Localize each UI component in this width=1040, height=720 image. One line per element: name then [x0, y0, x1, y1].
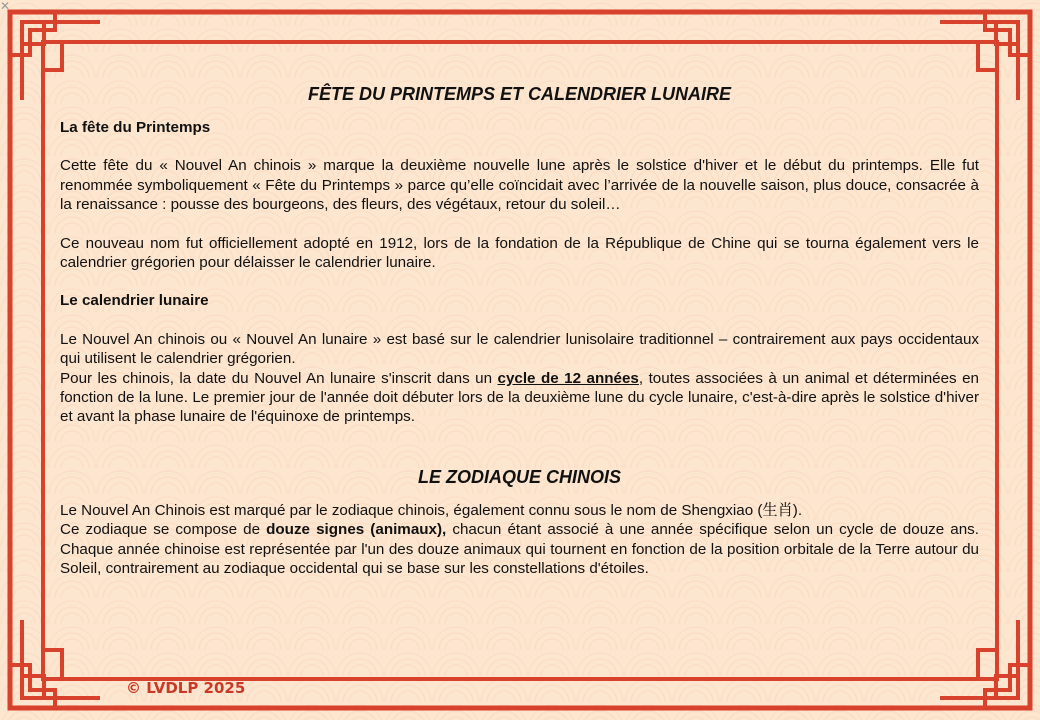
close-icon[interactable]: ✕: [0, 0, 11, 13]
paragraph-zodiaque-2-end: chacun étant associé à une année spécifique selon un cycle de douze ans. Chaque année chinoise est représentée par l'un des douze animaux qui tournent en fonction de la position orbitale de la Terre autour du Soleil, contrairement au zodiaque occidental qui se base sur les constellations d'étoiles.: [60, 521, 979, 578]
paragraph-fete-2: Ce nouveau nom fut officiellement adopté en 1912, lors de la fondation de la République de Chine qui se tourna également vers le calendrier grégorien pour délaisser le calendrier lunaire.: [60, 234, 979, 272]
page-title: FÊTE DU PRINTEMPS ET CALENDRIER LUNAIRE: [307, 84, 732, 104]
paragraph-fete-1: Cette fête du « Nouvel An chinois » marque la deuxième nouvelle lune après le solstice d'hiver et le début du printemps. Elle fut renommée symboliquement « Fête du Printemps » parce qu’elle coïncidait avec l’arrivée de la nouvelle saison, plus douce, consacrée à la renaissance : pousse des bourgeons, des fleurs, des végétaux, retour du soleil…: [60, 157, 979, 214]
paragraph-zodiaque-2-start: Ce zodiaque se compose de: [60, 521, 267, 539]
main-content: [60, 82, 979, 579]
cycle-link[interactable]: cycle de 12 années: [497, 369, 639, 387]
section-heading-calendrier: Le calendrier lunaire: [60, 292, 209, 310]
paragraph-calendrier-2-end: , toutes associées à un animal et déterminées en fonction de la lune. Le premier jour de l'année doit débuter lors de la deuxième lune du cycle lunaire, c'est-à-dire après le solstice d'hiver et avant la phase lunaire de l'équinoxe de printemps.: [60, 369, 979, 426]
zodiac-title: LE ZODIAQUE CHINOIS: [417, 466, 621, 487]
paragraph-zodiaque-2: [60, 520, 979, 578]
paragraph-calendrier-2-start: Pour les chinois, la date du Nouvel An lunaire s'inscrit dans un: [60, 369, 498, 387]
section-heading-fete: La fête du Printemps: [60, 119, 211, 136]
paragraph-zodiaque-1: Le Nouvel An Chinois est marqué par le zodiaque chinois, également connu sous le nom de Shengxiao (生肖).: [60, 501, 803, 519]
copyright-label: © LVDLP 2025: [126, 679, 246, 697]
paragraph-calendrier-2: [60, 369, 979, 427]
douze-signes-text: douze signes (animaux),: [266, 521, 447, 539]
paragraph-calendrier-1: Le Nouvel An chinois ou « Nouvel An lunaire » est basé sur le calendrier lunisolaire traditionnel – contrairement aux pays occidentaux qui utilisent le calendrier grégorien.: [60, 330, 979, 368]
